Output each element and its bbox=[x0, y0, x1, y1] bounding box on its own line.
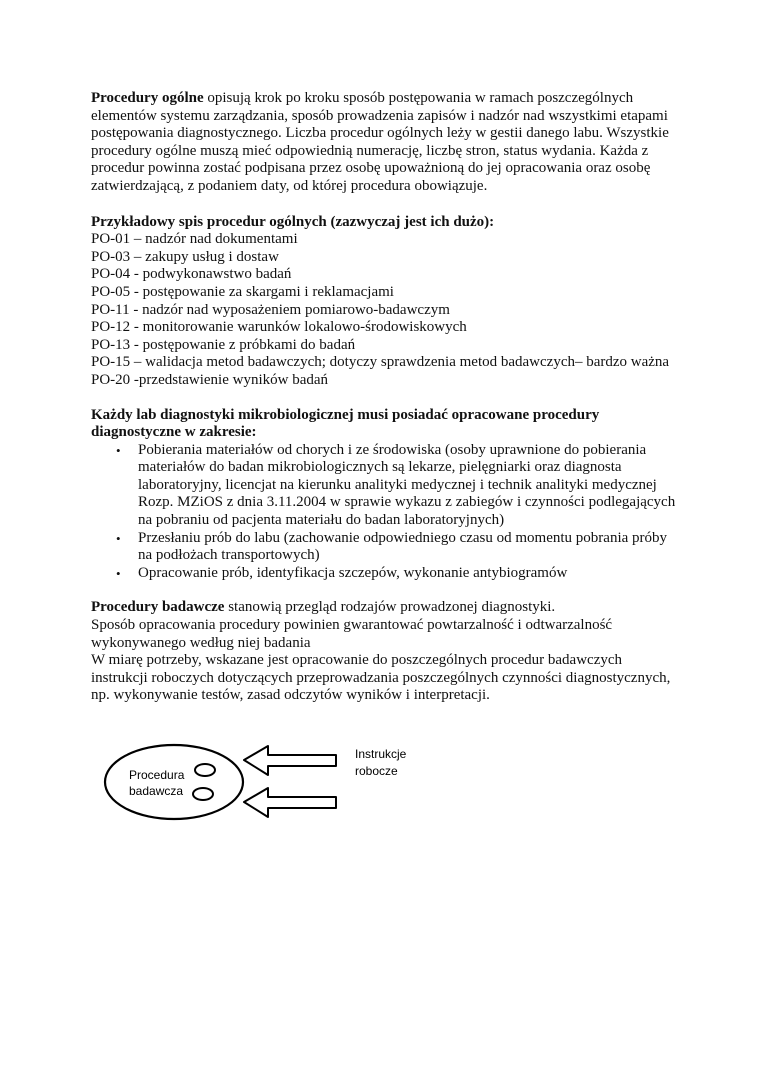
procedures-section bbox=[91, 214, 681, 390]
research-bold-term: Procedury badawcze bbox=[91, 599, 225, 616]
list-item-text: Przesłaniu prób do labu (zachowanie odpowiedniego czasu od momentu pobrania próby na podłożach transportowych) bbox=[138, 529, 668, 564]
procedure-item: PO-15 – walidacja metod badawczych; dotyczy sprawdzenia metod badawczych– bardzo ważna bbox=[91, 354, 670, 371]
intro-bold-term: Procedury ogólne bbox=[91, 90, 204, 106]
side-label-line1: Instrukcje bbox=[355, 747, 407, 761]
list-item bbox=[116, 441, 681, 530]
research-paragraph-1 bbox=[91, 599, 681, 617]
procedure-item: PO-20 -przedstawienie wyników badań bbox=[91, 371, 329, 388]
requirements-heading-text: Każdy lab diagnostyki mikrobiologicznej musi posiadać opracowane procedury diagnostyczne w zakresie: bbox=[91, 406, 600, 441]
list-item-text: Pobierania materiałów od chorych i ze środowiska (osoby uprawnione do pobierania materiałów do badan mikrobiologicznych są lekarze, pielęgniarki oraz diagnosta laboratoryjny, licencjat na kierunku analityki medycznej i technik analityki medycznej Rozp. MZiOS z dnia 3.11.2004 w sprawie wykazu z zabiegów i czynności podlegających na pobraniu od pacjenta materiału do badan laboratoryjnych) bbox=[138, 441, 676, 529]
procedure-item: PO-11 - nadzór nad wyposażeniem pomiarowo-badawczym bbox=[91, 301, 450, 318]
research-paragraph-2: Sposób opracowania procedury powinien gwarantować powtarzalność i odtwarzalność wykonywanego według niej badania bbox=[91, 617, 613, 651]
procedure-ellipse bbox=[105, 745, 243, 819]
side-label-line2: robocze bbox=[355, 764, 398, 778]
document-page bbox=[91, 90, 681, 705]
bullet-icon: • bbox=[116, 565, 121, 581]
intro-text: opisują krok po kroku sposób postępowania w ramach poszczególnych elementów systemu zarządzania, sposób prowadzenia zapisów i nadzór nad wszystkimi etapami postępowania diagnostycznego. Liczba procedur ogólnych leży w gestii danego labu. Wszystkie procedury ogólne muszą mieć odpowiednią numerację, liczbę stron, status wydania. Każda z procedur powinna zostać podpisana przez osobę upoważnioną do jej opracowania oraz osobę zatwierdzającą, z podaniem daty, od której procedura obowiązuje. bbox=[91, 90, 669, 194]
small-ellipse-top bbox=[195, 764, 215, 776]
procedure-diagram bbox=[96, 740, 436, 840]
ellipse-label-line1: Procedura bbox=[129, 768, 185, 782]
arrow-icon-top bbox=[244, 746, 336, 775]
procedure-item: PO-04 - podwykonawstwo badań bbox=[91, 266, 292, 283]
procedure-item: PO-05 - postępowanie za skargami i reklamacjami bbox=[91, 283, 394, 300]
research-paragraph-3: W miarę potrzeby, wskazane jest opracowanie do poszczególnych procedur badawczych instrukcji roboczych dotyczących przeprowadzania poszczególnych czynności diagnostycznych, np. wykonywanie testów, zasad odczytów wyników i interpretacji. bbox=[91, 652, 671, 704]
research-section bbox=[91, 599, 681, 705]
diagram-svg bbox=[96, 740, 436, 840]
bullet-icon: • bbox=[116, 530, 121, 546]
procedures-heading-text: Przykładowy spis procedur ogólnych (zazwyczaj jest ich dużo): bbox=[91, 213, 495, 230]
list-item-text: Opracowanie prób, identyfikacja szczepów, wykonanie antybiogramów bbox=[138, 564, 568, 581]
bullet-icon: • bbox=[116, 442, 121, 458]
procedure-item: PO-13 - postępowanie z próbkami do badań bbox=[91, 336, 356, 353]
arrow-icon-bottom bbox=[244, 788, 336, 817]
list-item bbox=[116, 564, 681, 583]
list-item bbox=[116, 529, 681, 565]
intro-paragraph bbox=[91, 90, 681, 196]
requirements-heading bbox=[91, 407, 681, 442]
requirements-section bbox=[91, 407, 681, 583]
procedures-heading bbox=[91, 214, 681, 232]
small-ellipse-bottom bbox=[193, 788, 213, 800]
research-text-1: stanowią przegląd rodzajów prowadzonej diagnostyki. bbox=[224, 599, 556, 616]
procedure-item: PO-12 - monitorowanie warunków lokalowo-środowiskowych bbox=[91, 319, 467, 336]
procedure-item: PO-03 – zakupy usług i dostaw bbox=[91, 248, 279, 265]
procedure-item: PO-01 – nadzór nad dokumentami bbox=[91, 231, 298, 248]
requirements-list bbox=[91, 442, 681, 583]
ellipse-label-line2: badawcza bbox=[129, 784, 184, 798]
